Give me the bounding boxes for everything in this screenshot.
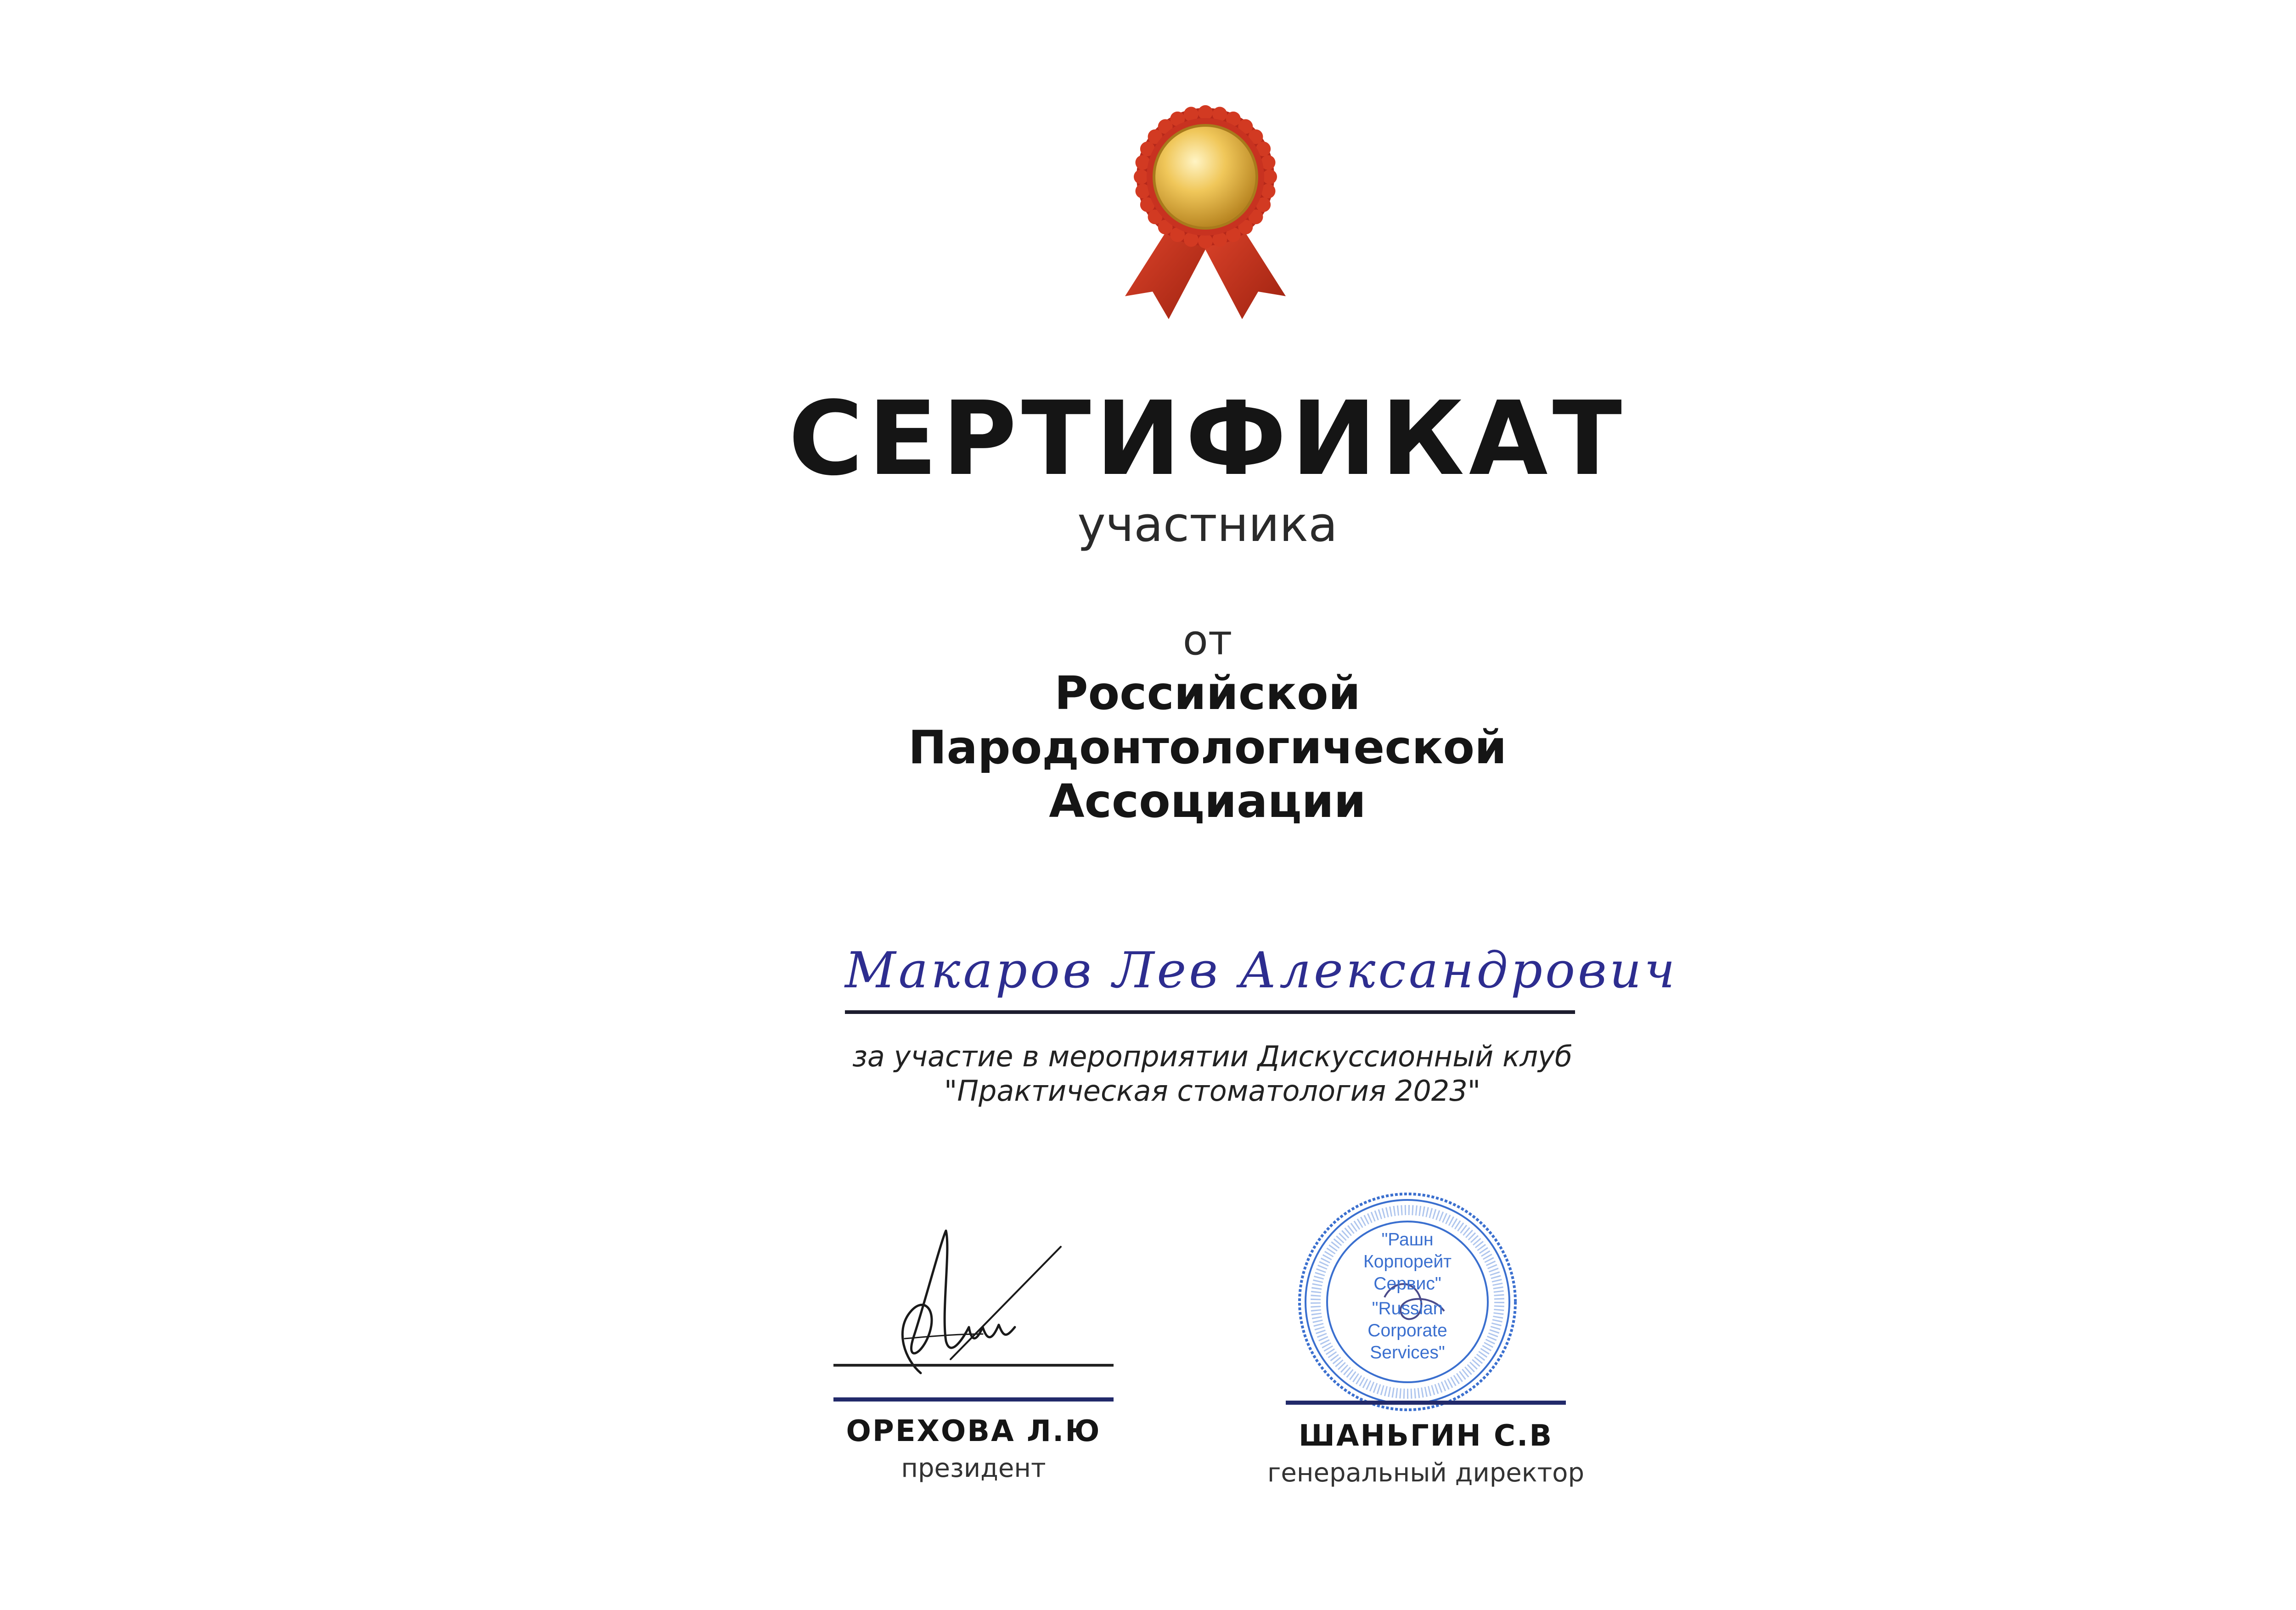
company-stamp [1279,1187,1536,1417]
certificate-subtitle: участника [1077,496,1338,552]
name-divider [833,1397,1114,1402]
president-role: президент [901,1453,1046,1483]
president-signature [877,1222,1070,1396]
stamp-line-1: "Рашн [1381,1230,1434,1250]
from-label: от [1182,616,1232,664]
stamp-line-2: Корпорейт [1363,1252,1452,1272]
director-name: ШАНЬГИН С.В [1298,1419,1553,1453]
reason-line-2: "Практическая стоматология 2023" [944,1074,1481,1108]
reason-line-1: за участие в мероприятии Дискуссионный клуб [852,1040,1573,1073]
organization-line-2: Пародонтологической [908,721,1507,774]
stamp-line-3: Сервис" [1373,1274,1441,1294]
organization-line-1: Российской [1054,666,1361,720]
medal-icon [1120,103,1290,326]
name-divider [1286,1401,1566,1405]
certificate-title: СЕРТИФИКАТ [788,380,1627,498]
recipient-name: Макаров Лев Александрович [845,942,1678,999]
president-name: ОРЕХОВА Л.Ю [846,1414,1101,1448]
signature-line [833,1364,1114,1367]
rosette-scallop [1262,169,1277,184]
organization-line-3: Ассоциации [1049,774,1366,828]
director-role: генеральный директор [1267,1458,1584,1488]
stamp-line-4: "Russian [1372,1299,1443,1318]
rosette-scallop [1198,105,1213,120]
recipient-underline [845,1010,1575,1014]
stamp-line-6: Services" [1370,1343,1445,1362]
rosette-scallop [1134,169,1148,184]
rosette-scallop [1198,234,1213,248]
stamp-line-5: Corporate [1367,1321,1447,1340]
